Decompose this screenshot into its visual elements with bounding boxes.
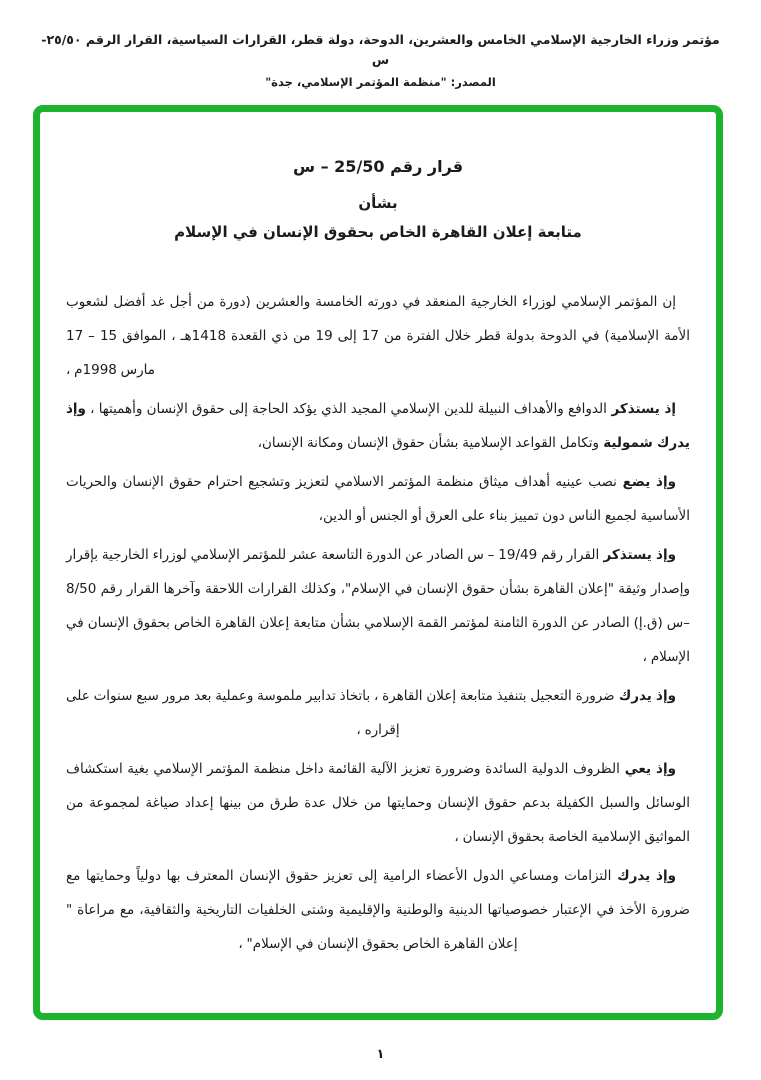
paragraph-lead-phrase: إذ يستذكر bbox=[606, 401, 676, 417]
paragraph-segment: الدوافع والأهداف النبيلة للدين الإسلامي المجيد الذي يؤكد الحاجة إلى حقوق الإنسان وأهميتها ، bbox=[85, 401, 607, 417]
paragraph-segment: التزامات ومساعي الدول الأعضاء الرامية إلى تعزيز حقوق الإنسان المعترف بها دولياً وحمايتها مع ضرورة الأخذ في الإعتبار خصوصياتها الدينية والوطنية والإقليمية وشتى الخلفيات التاريخية والثقافية، مع مراعاة " إعلان القاهرة الخاص بحقوق الإنسان في الإسلام" ، bbox=[66, 868, 690, 952]
paragraph-lead-phrase: وإذ يستذكر bbox=[599, 547, 676, 563]
document-header bbox=[40, 30, 721, 92]
paragraph-segment: إن المؤتمر الإسلامي لوزراء الخارجية المنعقد في دورته الخامسة والعشرين (دورة من أجل غد أفضل لشعوب الأمة الإسلامية) في الدوحة بدولة قطر خلال الفترة من 17 إلى 19 من ذي القعدة 1418هـ ، الموافق 15 – 17 مارس 1998م ، bbox=[66, 294, 690, 378]
paragraph-lead-phrase: وإذ يدرك شمولية bbox=[66, 401, 690, 451]
document-body bbox=[66, 285, 690, 961]
title-block bbox=[66, 156, 690, 243]
paragraph-lead-phrase: وإذ يعي bbox=[619, 761, 676, 777]
paragraph-segment: نصب عينيه أهداف ميثاق منظمة المؤتمر الاسلامي لتعزيز وتشجيع احترام حقوق الإنسان والحريات الأساسية لجميع الناس دون تمييز بناء على العرق أو الجنس أو الدين، bbox=[66, 474, 690, 524]
paragraph-segment: القرار رقم 19/49 – س الصادر عن الدورة التاسعة عشر للمؤتمر الإسلامي لوزراء الخارجية بإقرار وإصدار وثيقة "إعلان القاهرة بشأن حقوق الإنسان في الإسلام"، وكذلك القرارات اللاحقة وآخرها القرار رقم 8/50 –س (ق.إ) الصادر عن الدورة الثامنة لمؤتمر القمة الإسلامي بشأن متابعة إعلان القاهرة الخاص بحقوق الإنسان في الإسلام ، bbox=[66, 547, 690, 665]
paragraph-lead-phrase: وإذ يضع bbox=[616, 474, 676, 490]
paragraph bbox=[66, 538, 690, 674]
paragraph-lead-phrase: وإذ يدرك bbox=[614, 688, 676, 704]
paragraph-lead-phrase: وإذ يدرك bbox=[611, 868, 676, 884]
page-number: ١ bbox=[376, 1047, 385, 1062]
paragraph bbox=[66, 285, 690, 387]
paragraph bbox=[66, 752, 690, 854]
paragraph-segment: الظروف الدولية السائدة وضرورة تعزيز الآلية القائمة داخل منظمة المؤتمر الإسلامي بغية استكشاف الوسائل والسبل الكفيلة بدعم حقوق الإنسان وحمايتها من خلال عدة طرق من بينها إعداد صياغة لمجموعة من المواثيق الإسلامية الخاصة بحقوق الإنسان ، bbox=[66, 761, 690, 845]
document-content bbox=[40, 112, 716, 1013]
paragraph bbox=[66, 465, 690, 533]
resolution-number: قرار رقم 25/50 – س bbox=[292, 157, 464, 176]
green-border-frame bbox=[33, 105, 723, 1020]
paragraph-segment: وتكامل القواعد الإسلامية بشأن حقوق الإنسان ومكانة الإنسان، bbox=[257, 435, 600, 451]
paragraph-segment: ضرورة التعجيل بتنفيذ متابعة إعلان القاهرة ، باتخاذ تدابير ملموسة وعملية بعد مرور سبع سنوات على إقراره ، bbox=[66, 688, 615, 738]
resolution-subject: متابعة إعلان القاهرة الخاص بحقوق الإنسان في الإسلام bbox=[174, 223, 582, 241]
paragraph bbox=[66, 392, 690, 460]
paragraph bbox=[66, 679, 690, 747]
regarding-label: بشأن bbox=[358, 194, 398, 212]
header-source-line: مؤتمر وزراء الخارجية الإسلامي الخامس والعشرين، الدوحة، دولة قطر، القرارات السياسية، القرار الرقم ٢٥/٥٠-س bbox=[41, 32, 720, 67]
header-publisher-line: المصدر: "منظمة المؤتمر الإسلامي، جدة" bbox=[265, 75, 496, 89]
paragraph bbox=[66, 859, 690, 961]
